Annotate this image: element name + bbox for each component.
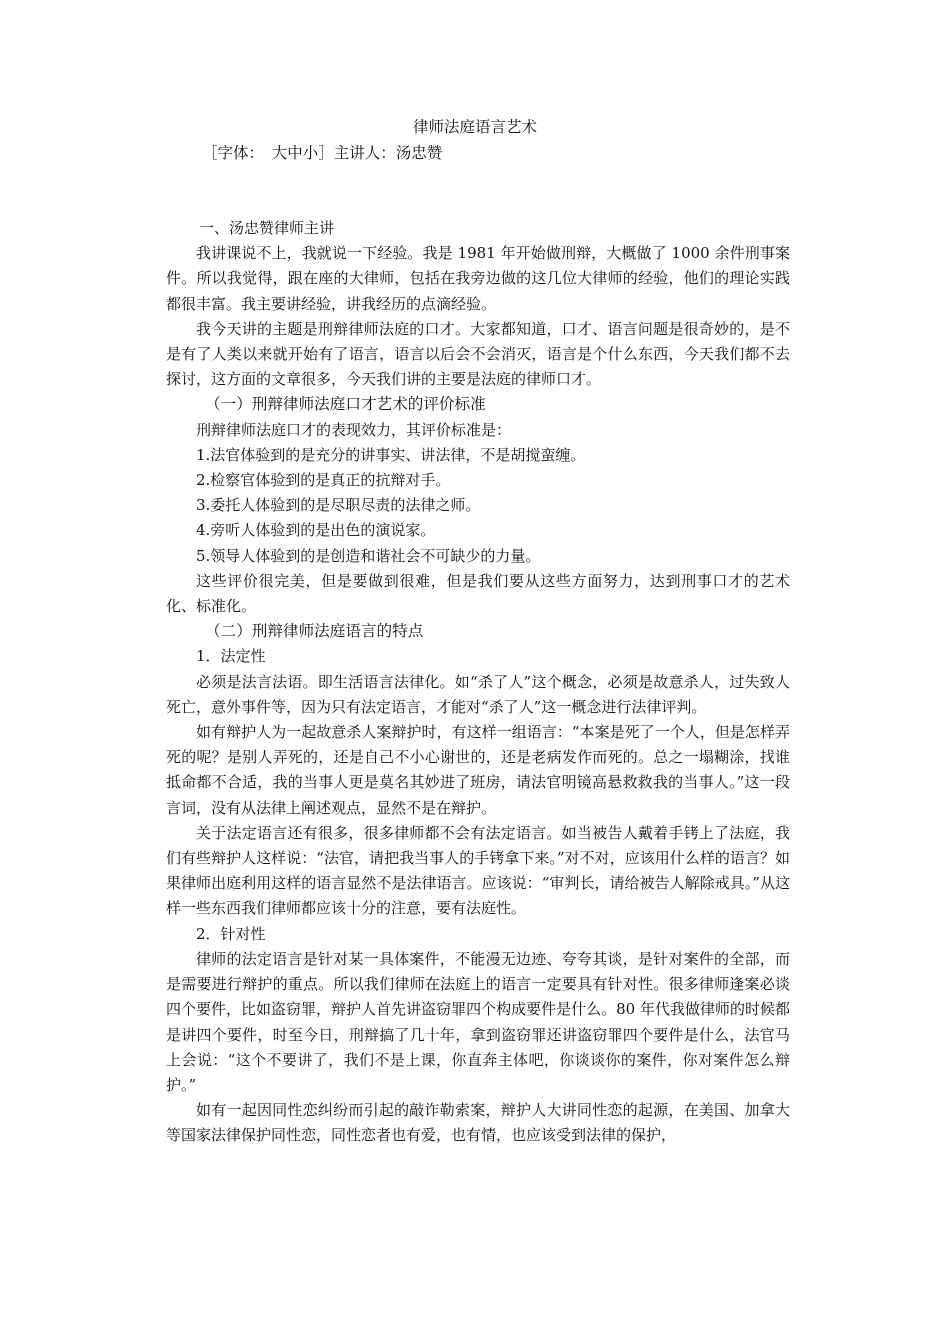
- document-body: [166, 216, 790, 1149]
- subsection-heading: （二）刑辩律师法庭语言的特点: [205, 622, 424, 641]
- subsection-heading: （一）刑辩律师法庭口才艺术的评价标准: [205, 395, 486, 414]
- item-heading: 1．法定性: [196, 647, 266, 666]
- list-item: 5.领导人体验到的是创造和谐社会不可缺少的力量。: [196, 546, 541, 565]
- paragraph: 我讲课说不上，我就说一下经验。我是 1981 年开始做刑辩，大概做了 1000 余件刑事案件。所以我觉得，跟在座的大律师，包括在我旁边做的这几位大律师的经验，他们的理论实践都很丰富。我主要讲经验，讲我经历的点滴经验。: [166, 244, 790, 313]
- paragraph: 如有一起因同性恋纠纷而引起的敲诈勒索案，辩护人大讲同性恋的起源，在美国、加拿大等国家法律保护同性恋，同性恋者也有爱，也有情，也应该受到法律的保护，: [166, 1101, 790, 1145]
- list-item: 2.检察官体验到的是真正的抗辩对手。: [196, 471, 451, 490]
- paragraph: 这些评价很完美，但是要做到很难，但是我们要从这些方面努力，达到刑事口才的艺术化、标准化。: [166, 571, 790, 616]
- document-title: 律师法庭语言艺术: [412, 118, 537, 136]
- paragraph: 刑辩律师法庭口才的表现效力，其评价标准是：: [196, 420, 512, 439]
- document-subtitle: ［字体： 大中小］主讲人：汤忠赞: [202, 144, 443, 162]
- list-item: 4.旁听人体验到的是出色的演说家。: [196, 521, 436, 540]
- paragraph: 如有辩护人为一起故意杀人案辩护时，有这样一组语言：“本案是死了一个人，但是怎样弄死的呢？是别人弄死的，还是自己不小心谢世的，还是老病发作而死的。总之一塌糊涂，找谁抵命都不合适，我的当事人更是莫名其妙进了班房，请法官明镜高悬救救我的当事人。”这一段言词，没有从法律上阐述观点，显然不是在辩护。: [166, 723, 790, 817]
- section-heading: 一、汤忠赞律师主讲: [199, 219, 335, 237]
- paragraph: 必须是法言法语。即生活语言法律化。如“杀了人”这个概念，必须是故意杀人，过失致人死亡，意外事件等，因为只有法定语言，才能对“杀了人”这一概念进行法律评判。: [166, 672, 790, 716]
- paragraph: 我今天讲的主题是刑辩律师法庭的口才。大家都知道，口才、语言问题是很奇妙的，是不是有了人类以来就开始有了语言，语言以后会不会消灭，语言是个什么东西，今天我们都不去探讨，这方面的文章很多，今天我们讲的主要是法庭的律师口才。: [166, 319, 790, 389]
- item-heading: 2．针对性: [196, 924, 266, 943]
- paragraph: 律师的法定语言是针对某一具体案件，不能漫无边迹、夸夸其谈，是针对案件的全部，而是需要进行辩护的重点。所以我们律师在法庭上的语言一定要具有针对性。很多律师逢案必谈四个要件，比如盗窃罪，辩护人首先讲盗窃罪四个构成要件是什么。80 年代我做律师的时候都是讲四个要件，时至今日，刑辩搞了几十年，拿到盗窃罪还讲盗窃罪四个要件是什么，法官马上会说：“这个不要讲了，我们不是上课，你直奔主体吧，你谈谈你的案件，你对案件怎么辩护。”: [166, 949, 790, 1094]
- paragraph: 关于法定语言还有很多，很多律师都不会有法定语言。如当被告人戴着手铐上了法庭，我们有些辩护人这样说：“法官，请把我当事人的手铐拿下来。”对不对，应该用什么样的语言？如果律师出庭利用这样的语言显然不是法律语言。应该说：“审判长，请给被告人解除戒具。”从这样一些东西我们律师都应该十分的注意，要有法庭性。: [166, 823, 790, 918]
- list-item: 1.法官体验到的是充分的讲事实、讲法律，不是胡搅蛮缠。: [196, 445, 586, 464]
- list-item: 3.委托人体验到的是尽职尽责的法律之师。: [196, 496, 481, 515]
